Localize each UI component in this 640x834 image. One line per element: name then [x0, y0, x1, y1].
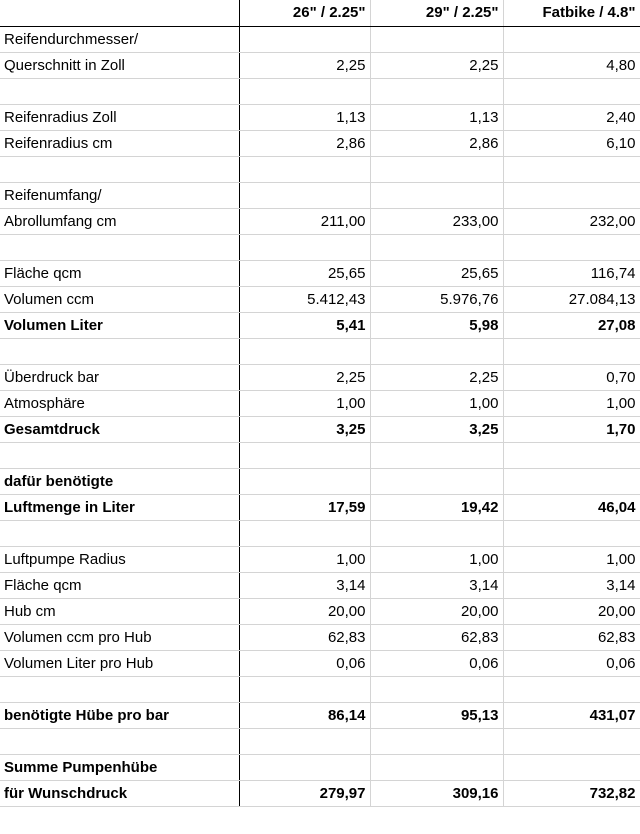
row-label-cell[interactable]: Querschnitt in Zoll: [0, 52, 239, 78]
row-label-cell[interactable]: Überdruck bar: [0, 364, 239, 390]
value-cell-26[interactable]: 1,00: [239, 390, 370, 416]
table-row: [0, 78, 640, 104]
value-cell-29[interactable]: 62,83: [370, 624, 503, 650]
value-cell-26[interactable]: 20,00: [239, 598, 370, 624]
value-cell-fatbike[interactable]: 232,00: [503, 208, 640, 234]
value-cell-26[interactable]: 62,83: [239, 624, 370, 650]
table-row: [0, 26, 640, 52]
row-label-cell[interactable]: für Wunschdruck: [0, 780, 239, 806]
value-cell-26[interactable]: [239, 338, 370, 364]
row-label-cell[interactable]: Volumen Liter pro Hub: [0, 650, 239, 676]
value-cell-26[interactable]: [239, 728, 370, 754]
table-row: [0, 104, 640, 130]
value-cell-fatbike[interactable]: [503, 78, 640, 104]
value-cell-fatbike[interactable]: 27,08: [503, 312, 640, 338]
row-label-cell[interactable]: Volumen ccm: [0, 286, 239, 312]
value-cell-26[interactable]: 3,25: [239, 416, 370, 442]
value-cell-26[interactable]: [239, 234, 370, 260]
value-cell-fatbike[interactable]: [503, 520, 640, 546]
table-row: [0, 52, 640, 78]
row-label-cell[interactable]: Reifenumfang/: [0, 182, 239, 208]
table-row: [0, 676, 640, 702]
table-row: [0, 286, 640, 312]
header-cell-29[interactable]: 29" / 2.25": [370, 0, 503, 26]
value-cell-26[interactable]: 25,65: [239, 260, 370, 286]
value-cell-29[interactable]: 1,13: [370, 104, 503, 130]
row-label-cell[interactable]: Abrollumfang cm: [0, 208, 239, 234]
row-label-cell[interactable]: [0, 78, 239, 104]
value-cell-26[interactable]: 17,59: [239, 494, 370, 520]
value-cell-29[interactable]: [370, 338, 503, 364]
header-cell-fatbike[interactable]: Fatbike / 4.8": [503, 0, 640, 26]
header-row: [0, 0, 640, 26]
value-cell-fatbike[interactable]: [503, 728, 640, 754]
value-cell-fatbike[interactable]: 0,06: [503, 650, 640, 676]
table-row: [0, 598, 640, 624]
value-cell-fatbike[interactable]: [503, 26, 640, 52]
value-cell-26[interactable]: 279,97: [239, 780, 370, 806]
row-label-cell[interactable]: [0, 156, 239, 182]
row-label-cell[interactable]: Luftmenge in Liter: [0, 494, 239, 520]
row-label-cell[interactable]: [0, 520, 239, 546]
value-cell-26[interactable]: 211,00: [239, 208, 370, 234]
value-cell-fatbike[interactable]: [503, 156, 640, 182]
value-cell-29[interactable]: 2,86: [370, 130, 503, 156]
value-cell-26[interactable]: [239, 156, 370, 182]
header-cell-26[interactable]: 26" / 2.25": [239, 0, 370, 26]
value-cell-fatbike[interactable]: 431,07: [503, 702, 640, 728]
value-cell-29[interactable]: [370, 156, 503, 182]
value-cell-26[interactable]: 2,25: [239, 52, 370, 78]
value-cell-26[interactable]: 5.412,43: [239, 286, 370, 312]
value-cell-fatbike[interactable]: 1,00: [503, 546, 640, 572]
value-cell-26[interactable]: [239, 182, 370, 208]
row-label-cell[interactable]: Fläche qcm: [0, 572, 239, 598]
value-cell-26[interactable]: [239, 676, 370, 702]
row-label-cell[interactable]: dafür benötigte: [0, 468, 239, 494]
value-cell-26[interactable]: [239, 520, 370, 546]
value-cell-fatbike[interactable]: [503, 234, 640, 260]
table-row: [0, 624, 640, 650]
value-cell-29[interactable]: [370, 754, 503, 780]
table-row: [0, 780, 640, 806]
value-cell-29[interactable]: 25,65: [370, 260, 503, 286]
row-label-cell[interactable]: Fläche qcm: [0, 260, 239, 286]
value-cell-26[interactable]: 86,14: [239, 702, 370, 728]
value-cell-29[interactable]: 5.976,76: [370, 286, 503, 312]
value-cell-fatbike[interactable]: [503, 754, 640, 780]
row-label-cell[interactable]: Volumen ccm pro Hub: [0, 624, 239, 650]
value-cell-29[interactable]: 2,25: [370, 52, 503, 78]
value-cell-29[interactable]: [370, 468, 503, 494]
row-label-cell[interactable]: Volumen Liter: [0, 312, 239, 338]
table-row: [0, 130, 640, 156]
value-cell-29[interactable]: [370, 728, 503, 754]
row-label-cell[interactable]: [0, 442, 239, 468]
value-cell-26[interactable]: 0,06: [239, 650, 370, 676]
row-label-cell[interactable]: [0, 338, 239, 364]
value-cell-29[interactable]: 1,00: [370, 390, 503, 416]
value-cell-fatbike[interactable]: [503, 442, 640, 468]
value-cell-29[interactable]: 309,16: [370, 780, 503, 806]
table-row: [0, 364, 640, 390]
row-label-cell[interactable]: Atmosphäre: [0, 390, 239, 416]
table-row: [0, 156, 640, 182]
row-label-cell[interactable]: [0, 234, 239, 260]
row-label-cell[interactable]: Reifenradius Zoll: [0, 104, 239, 130]
value-cell-26[interactable]: 3,14: [239, 572, 370, 598]
value-cell-fatbike[interactable]: 46,04: [503, 494, 640, 520]
row-label-cell[interactable]: [0, 676, 239, 702]
value-cell-26[interactable]: 1,00: [239, 546, 370, 572]
row-label-cell[interactable]: Hub cm: [0, 598, 239, 624]
value-cell-29[interactable]: 20,00: [370, 598, 503, 624]
value-cell-fatbike[interactable]: [503, 182, 640, 208]
value-cell-fatbike[interactable]: 0,70: [503, 364, 640, 390]
table-row: [0, 754, 640, 780]
row-label-cell[interactable]: Summe Pumpenhübe: [0, 754, 239, 780]
value-cell-fatbike[interactable]: 2,40: [503, 104, 640, 130]
value-cell-fatbike[interactable]: 20,00: [503, 598, 640, 624]
table-row: [0, 390, 640, 416]
value-cell-29[interactable]: [370, 442, 503, 468]
value-cell-fatbike[interactable]: [503, 338, 640, 364]
value-cell-26[interactable]: 1,13: [239, 104, 370, 130]
value-cell-29[interactable]: 19,42: [370, 494, 503, 520]
value-cell-26[interactable]: [239, 754, 370, 780]
value-cell-26[interactable]: [239, 468, 370, 494]
table-row: [0, 338, 640, 364]
table-row: [0, 572, 640, 598]
table-row: [0, 442, 640, 468]
table-row: [0, 416, 640, 442]
table-row: [0, 260, 640, 286]
value-cell-fatbike[interactable]: 116,74: [503, 260, 640, 286]
table-row: [0, 208, 640, 234]
value-cell-29[interactable]: [370, 182, 503, 208]
value-cell-29[interactable]: 3,14: [370, 572, 503, 598]
value-cell-26[interactable]: 2,25: [239, 364, 370, 390]
table-row: [0, 650, 640, 676]
value-cell-fatbike[interactable]: [503, 468, 640, 494]
table-row: [0, 312, 640, 338]
value-cell-29[interactable]: [370, 78, 503, 104]
value-cell-26[interactable]: [239, 442, 370, 468]
row-label-cell[interactable]: Luftpumpe Radius: [0, 546, 239, 572]
row-label-cell[interactable]: Reifendurchmesser/: [0, 26, 239, 52]
table-row: [0, 728, 640, 754]
value-cell-fatbike[interactable]: 1,00: [503, 390, 640, 416]
value-cell-29[interactable]: 2,25: [370, 364, 503, 390]
row-label-cell[interactable]: Gesamtdruck: [0, 416, 239, 442]
table-row: [0, 494, 640, 520]
value-cell-fatbike[interactable]: 1,70: [503, 416, 640, 442]
value-cell-26[interactable]: [239, 78, 370, 104]
value-cell-26[interactable]: [239, 26, 370, 52]
value-cell-29[interactable]: [370, 234, 503, 260]
value-cell-fatbike[interactable]: 3,14: [503, 572, 640, 598]
value-cell-29[interactable]: 1,00: [370, 546, 503, 572]
value-cell-fatbike[interactable]: 27.084,13: [503, 286, 640, 312]
value-cell-26[interactable]: 5,41: [239, 312, 370, 338]
value-cell-fatbike[interactable]: 62,83: [503, 624, 640, 650]
table-row: [0, 234, 640, 260]
table-row: [0, 546, 640, 572]
row-label-cell[interactable]: [0, 728, 239, 754]
value-cell-fatbike[interactable]: 4,80: [503, 52, 640, 78]
value-cell-29[interactable]: 0,06: [370, 650, 503, 676]
row-label-cell[interactable]: Reifenradius cm: [0, 130, 239, 156]
value-cell-fatbike[interactable]: 6,10: [503, 130, 640, 156]
table-row: [0, 182, 640, 208]
table-row: [0, 702, 640, 728]
header-cell-label[interactable]: [0, 0, 239, 26]
value-cell-26[interactable]: 2,86: [239, 130, 370, 156]
value-cell-29[interactable]: 95,13: [370, 702, 503, 728]
value-cell-29[interactable]: [370, 520, 503, 546]
table-row: [0, 520, 640, 546]
value-cell-29[interactable]: 3,25: [370, 416, 503, 442]
table-row: [0, 468, 640, 494]
value-cell-fatbike[interactable]: 732,82: [503, 780, 640, 806]
value-cell-29[interactable]: [370, 676, 503, 702]
value-cell-fatbike[interactable]: [503, 676, 640, 702]
value-cell-29[interactable]: 5,98: [370, 312, 503, 338]
row-label-cell[interactable]: benötigte Hübe pro bar: [0, 702, 239, 728]
value-cell-29[interactable]: 233,00: [370, 208, 503, 234]
value-cell-29[interactable]: [370, 26, 503, 52]
